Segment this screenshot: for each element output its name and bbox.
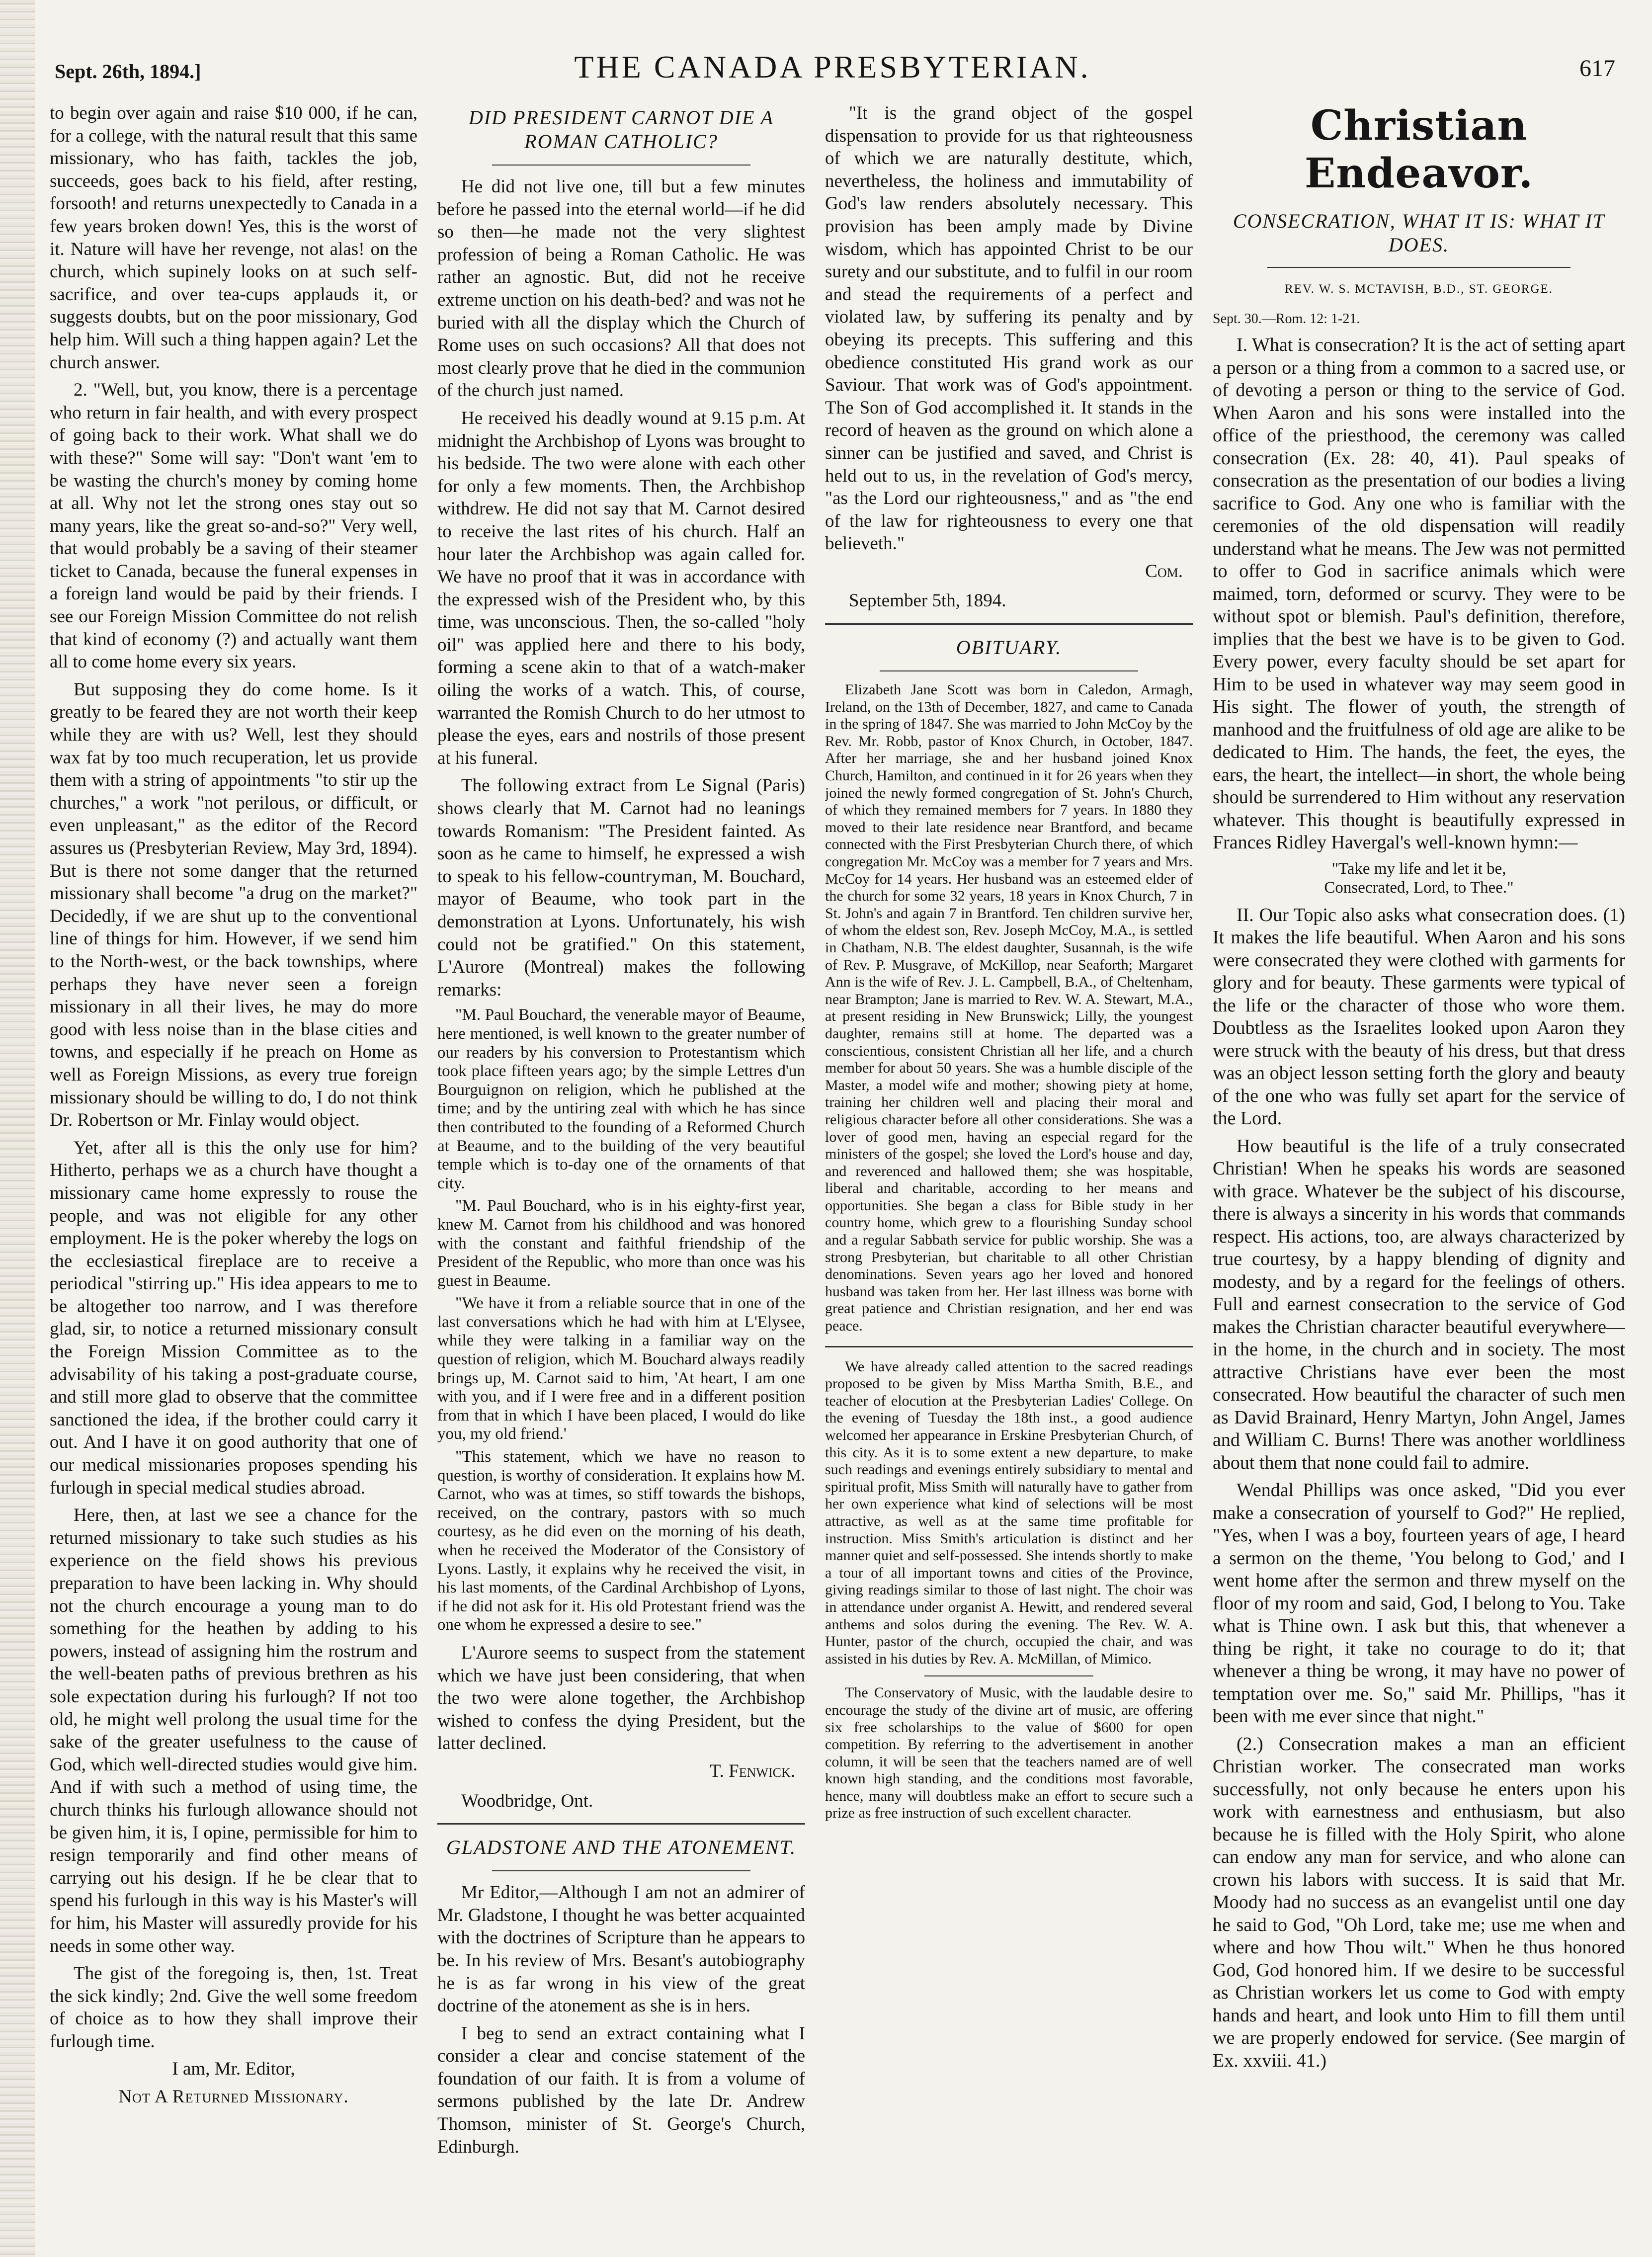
heading-rule xyxy=(1267,267,1570,268)
obituary-text: Elizabeth Jane Scott was born in Caledon, Armagh, Ireland, on the 13th of December, 1827, and came to Canada in the spring of 1847. She was married to John McCoy by the Rev. Mr. Robb, pastor of Knox Church, in October, 1847. After her marriage, she and her husband joined Knox Church, Hamilton, and continued in it for 26 years when they joined the newly formed congregation of St. John's Church, of which they remained members for 7 years. In 1880 they moved to their late residence near Brantford, and became connected with the First Presbyterian Church there, of which congregation Mr. McCoy was a member for 7 years and Mrs. McCoy for 14 years. Her husband was an esteemed elder of the church for some 32 years, 18 years in Knox Church, 7 in St. John's and again 7 in Brantford. Ten children survive her, of whom the eldest son, Rev. Joseph McCoy, M.A., is settled in Chatham, N.B. The eldest daughter, Susannah, is the wife of Rev. P. Musgrave, of McKillop, near Seaforth; Margaret Ann is the wife of Rev. J. L. Campbell, B.A., of Cheltenham, near Brampton; Jane is married to Rev. W. A. Stewart, M.A., at present residing in New Brunswick; Lilly, the youngest daughter, remains still at home. The departed was a conscientious, consistent Christian all her life, and a church member for about 50 years. She was a humble disciple of the Master, a model wife and mother; showing piety at home, training her children well and placing their moral and religious character before all other considerations. She was a lover of good men, having an especial regard for the ministers of the gospel; she loved the Lord's house and day, and reverenced and hallowed them; she was hospitable, liberal and charitable, according to her means and opportunities. She began a class for Bible study in her country home, which grew to a flourishing Sunday school and a regular Sabbath service for public worship. She was a strong Presbyterian, but charitable to all other Christian denominations. Seven years ago her loved and honored husband was taken from her. Her last illness was borne with great patience and Christian resignation, and her end was peace. xyxy=(825,681,1193,1335)
column-3 xyxy=(825,102,1193,2244)
paragraph: He did not live one, till but a few minutes before he passed into the eternal world—if he did so then—he made not the very slightest profession of being a Roman Catholic. He was rather an agnostic. But, did not he receive extreme unction on his death-bed? and was not he buried with all the display which the Church of Rome uses on such occasions? All that does not most clearly prove that he died in the communion of the church just named. xyxy=(437,176,805,401)
paragraph: The gist of the foregoing is, then, 1st. Treat the sick kindly; 2nd. Give the well some freedom of choice as to how they shall improve their furlough time. xyxy=(50,1963,417,2052)
letter-date: September 5th, 1894. xyxy=(849,590,1006,611)
section-divider xyxy=(437,1823,805,1825)
article-heading-gladstone: GLADSTONE AND THE ATONEMENT. xyxy=(446,1836,797,1859)
paragraph: 2. "Well, but, you know, there is a percentage who return in fair health, and with every prospect of going back to their work. What shall we do with these?" Some will say: "Don't want 'em to be wasting the church's money by coming home at all. Why not let the strong ones stay out so many years, like the great so-and-so?" Very well, that would probably be a saving of their steamer ticket to Canada, because the funeral expenses in a foreign land would be paid by their friends. I see our Foreign Mission Committee do not relish that kind of economy (?) and actually want them all to come home every six years. xyxy=(50,380,417,672)
paragraph: (2.) Consecration makes a man an efficient Christian worker. The consecrated man works successfully, not only because he enters upon his work with earnestness and enthusiasm, but also because he is filled with the Holy Spirit, who alone can endow any man for service, and who alone can crown his labors with success. It is said that Mr. Moody had no success as an evangelist until one day he said to God, "Oh Lord, take me; use me when and where and how Thou wilt." When he thus honored God, God honored him. If we desire to be successful as Christian workers let us come to God with empty hands and heart, and look unto Him to fill them until we are properly endowed for service. (See margin of Ex. xxviii. 41.) xyxy=(1213,1733,1625,2071)
paragraph: He received his deadly wound at 9.15 p.m. At midnight the Archbishop of Lyons was brought to his bedside. The two were alone with each other for only a few moments. Then, the Archbishop withdrew. He did not say that M. Carnot desired to receive the last rites of his church. Half an hour later the Archbishop was again called for. We have no proof that it was in accordance with the expressed wish of the President who, by this time, was unconscious. Then, the so-called "holy oil" was applied here and there to his body, forming a scene akin to that of a watch-maker oiling the works of a watch. This, of course, warranted the Romish Church to do her utmost to please the eyes, ears and nostrils of those present at his funeral. xyxy=(437,408,805,768)
heading-rule xyxy=(492,1870,750,1871)
paragraph: How beautiful is the life of a truly consecrated Christian! When he speaks his words are seasoned with grace. Whatever be the subject of his discourse, there is always a sincerity in his words that commands respect. His actions, too, are always characterized by true courtesy, by a happy blending of dignity and modesty, and by a regard for the feelings of others. Full and earnest consecration to the service of God makes the Christian character beautiful everywhere—in the home, in the church and in society. The most attractive Christians have ever been the most consecrated. How beautiful the character of such men as David Brainard, Henry Martyn, John Angel, James and William C. Burns! There was another worldliness about them that none could fail to admire. xyxy=(1213,1135,1625,1473)
quote-paragraph: "M. Paul Bouchard, the venerable mayor of Beaume, here mentioned, is well known to the greater number of our readers by his conversion to Protestantism which took place fifteen years ago; by the simple Lettres d'un Bourguignon on religion, which he published at the time; and by the untiring zeal with which he has since then contributed to the founding of a Reformed Church at Beaume, and to the building of the very beautiful temple which is to-day one of the ornaments of that city. xyxy=(437,1006,805,1192)
page-number: 617 xyxy=(1579,55,1615,82)
page-header xyxy=(50,45,1615,99)
author-byline: REV. W. S. MCTAVISH, B.D., ST. GEORGE. xyxy=(1284,282,1554,296)
aurore-quotation xyxy=(437,1006,805,1635)
paragraph: L'Aurore seems to suspect from the statement which we have just been considering, that when the two were alone together, the Archbishop wished to confess the dying President, but the latter declined. xyxy=(437,1642,805,1754)
topic-heading: CONSECRATION, WHAT IT IS: WHAT IT DOES. xyxy=(1233,210,1605,256)
column-2 xyxy=(437,102,805,2244)
hymn-line: "Take my life and let it be, xyxy=(1331,859,1506,878)
author-signature: T. Fenwick. xyxy=(709,1760,795,1781)
quote-paragraph: "We have it from a reliable source that in one of the last conversations which he had with him at L'Elysee, while they were talking in a familiar way on the question of religion, which M. Bouchard always readily brings up, M. Carnot said to him, 'At heart, I am one with you, and if I were free and in a different position from that in which I have been placed, I would do like you, my old friend.' xyxy=(437,1294,805,1443)
hymn-line: Consecrated, Lord, to Thee." xyxy=(1324,878,1514,897)
quote-paragraph: "M. Paul Bouchard, who is in his eighty-first year, knew M. Carnot from his childhood and was honored with the constant and faithful friendship of the President of the Republic, who more than once was his guest in Beaume. xyxy=(437,1197,805,1290)
contributor-signature: Com. xyxy=(1145,561,1183,582)
section-divider xyxy=(825,1346,1193,1347)
paragraph: The following extract from Le Signal (Paris) shows clearly that M. Carnot had no leanings towards Romanism: "The President fainted. As soon as he came to himself, he expressed a wish to speak to his fellow-countryman, M. Bouchard, mayor of Beaume, who took part in the demonstration at Lyons. Unfortunately, his wish could not be gratified." On this statement, L'Aurore (Montreal) makes the following remarks: xyxy=(437,775,805,1000)
page-binding-edge xyxy=(0,0,35,2257)
quote-paragraph: "This statement, which we have no reason to question, is worthy of consideration. It explains how M. Carnot, who was at times, so stiff towards the bishops, received, on the contrary, pastors with so much courtesy, as he did even on the morning of his death, when he received the Moderator of the Consistory of Lyons. Lastly, it explains why he received the visit, in his last moments, of the Cardinal Archbishop of Lyons, if he did not ask for it. His old Protestant friend was the one whom he expressed a desire to see." xyxy=(437,1448,805,1634)
letter-signature: Not A Returned Missionary. xyxy=(118,2087,349,2107)
paragraph: II. Our Topic also asks what consecration does. (1) It makes the life beautiful. When Aaron and his sons were consecrated they were clothed with garments for glory and for beauty. These garments were typical of the life or the character of those who wore them. Doubtless as the Israelites looked upon Aaron they were struck with the beauty of his dress, but that dress was an object lesson setting forth the glory and beauty of the one who was fully set apart for the service of the Lord. xyxy=(1213,904,1625,1129)
paragraph: I. What is consecration? It is the act of setting apart a person or a thing from a common to a sacred use, or of devoting a person or thing to the service of God. When Aaron and his sons were installed into the office of the priesthood, the ceremony was called consecration (Ex. 28: 40, 41). Paul speaks of consecration as the presentation of our bodies a living sacrifice to God. Any one who is familiar with the ceremonies of the old dispensation will readily understand what he means. The Jew was not permitted to offer to God in sacrifice animals which were maimed, torn, deformed or scurvy. They were to be without spot or blemish. Paul's definition, therefore, implies that the best we have is to be given to God. Every power, every faculty should be set apart for Him to be used in whatever way may seem good in His sight. The flower of youth, the strength of manhood and the fruitfulness of old age are alike to be dedicated to Him. The hands, the feet, the eyes, the ears, the heart, the intellect—in short, the whole being should be surrendered to Him without any reservation whatever. This thought is beautifully expressed in Frances Ridley Havergal's well-known hymn:— xyxy=(1213,334,1625,853)
paragraph: Wendal Phillips was once asked, "Did you ever make a consecration of yourself to God?" He replied, "Yes, when I was a boy, fourteen years of age, I heard a sermon on the theme, 'You belong to God,' and I went home after the sermon and threw myself on the floor of my room and said, God, I belong to You. Take what is Thine own. I ask but this, that whenever a thing be right, it take no courage to do it; that whenever a thing be wrong, it may have no power of temptation over me. So," said Mr. Phillips, "has it been with me ever since that night." xyxy=(1213,1480,1625,1727)
paragraph: Yet, after all is this the only use for him? Hitherto, perhaps we as a church have thought a missionary came home expressly to rouse the people, and was not eligible for any other employment. He is the poker whereby the logs on the ecclesiastical fireplace are to receive a periodical "stirring up." His idea appears to me to be altogether too narrow, and I was therefore glad, sir, to notice a returned missionary consult the Foreign Mission Committee as to the advisability of his taking a post-graduate course, and still more glad to observe that the committee sanctioned the idea, if the brother could carry it out. And I have it on good authority that one of our medical missionaries proposes spending his furlough in special medical studies abroad. xyxy=(50,1137,417,1498)
section-title: Christian Endeavor. xyxy=(1304,102,1534,197)
obituary-heading: OBITUARY. xyxy=(956,636,1062,659)
paragraph: to begin over again and raise $10 000, if he can, for a college, with the natural result that this same missionary, who has faith, tackles the job, succeeds, goes back to his field, after resting, forsooth! and returns unexpectedly to Canada in a few years broken down! Yes, this is the worst of it. Nature will have her revenge, not alas! on the church, which supinely looks on at such self-sacrifice, and over tea-cups applauds it, or suggests doubts, but on the poor missionary, God help him. Will such a thing happen again? Let the church answer. xyxy=(50,103,417,373)
thomson-quotation: "It is the grand object of the gospel dispensation to provide for us that righteousness of which we are naturally destitute, which, nevertheless, the holiness and immutability of God's law renders absolutely necessary. This provision has been amply made by Divine wisdom, which has appointed Christ to be our surety and our substitute, and to fulfil in our room and stead the requirements of a perfect and violated law, by suffering its penalty and by obeying its precepts. This suffering and this obedience constituted His grand work as our Saviour. That work was of God's appointment. The Son of God accomplished it. It stands in the record of heaven as the ground on which alone a sinner can be justified and saved, and Christ is held out to us, in the revelation of God's mercy, "as the Lord our righteousness," and as "the end of the law for righteousness to every one that believeth." xyxy=(825,103,1193,554)
notice-divider xyxy=(924,1675,1093,1676)
paragraph: Here, then, at last we see a chance for the returned missionary to take such studies as his experience on the field shows his previous preparation to have been lacking in. Why should not the church encourage a young man to do something for the heathen by adding to his powers, instead of assigning him the rostrum and the well-beaten paths of previous brethren as his sole expectation during his furlough? If not too old, he might well prolong the usual time for the sake of the greater usefulness to the cause of God, which well-directed studies would give him. And if with such a method of using time, the church thinks his furlough allowance should not be given him, it is, I opine, permissible for him to resign temporarily and find other means of carrying out his design. If he be clear that to spend his furlough in this way is his Master's will for him, his Master will assuredly provide for his needs in some other way. xyxy=(50,1505,417,1956)
paragraph: But supposing they do come home. Is it greatly to be feared they are not worth their keep while they are with us? Well, lest they should wax fat by too much recuperation, let us provide them with a string of appointments "to stir up the churches," a work "not perilous, or difficult, or even unpleasant," as the editor of the Record assures us (Presbyterian Review, May 3rd, 1894). But is there not some danger that the returned missionary shall become "a drug on the market?" Decidedly, if we are shut up to the conventional line of things for him. However, if we send him to the North-west, or the back townships, where perhaps they have never seen a foreign missionary in all their lives, he may do more good with less noise than in the blase cities and towns, and especially if he preach on Home as well as Foreign Missions, as every true foreign missionary should be willing to do, I do not think Dr. Robertson or Mr. Finlay would object. xyxy=(50,679,417,1131)
column-1 xyxy=(50,102,417,2244)
article-heading-carnot: DID PRESIDENT CARNOT DIE A ROMAN CATHOLIC? xyxy=(468,106,774,153)
lesson-reference: Sept. 30.—Rom. 12: 1-21. xyxy=(1213,311,1360,327)
hymn-quotation xyxy=(1213,859,1625,897)
issue-date: Sept. 26th, 1894.] xyxy=(55,60,201,83)
publication-title: THE CANADA PRESBYTERIAN. xyxy=(574,49,1091,84)
paragraph: Mr Editor,—Although I am not an admirer of Mr. Gladstone, I thought he was better acquainted with the doctrines of Scripture than he appears to be. In his review of Mrs. Besant's autobiography he is as far wrong in his view of the great doctrine of the atonement as she is in hers. xyxy=(437,1882,805,2016)
paragraph: I beg to send an extract containing what I consider a clear and concise statement of the foundation of our faith. It is from a volume of sermons published by the late Dr. Andrew Thomson, minister of St. George's Church, Edinburgh. xyxy=(437,2023,805,2157)
heading-rule xyxy=(492,165,750,166)
column-4 xyxy=(1213,102,1625,2244)
letter-closing: I am, Mr. Editor, xyxy=(172,2059,295,2080)
heading-rule xyxy=(880,670,1138,671)
news-notice: The Conservatory of Music, with the laudable desire to encourage the study of the divine art of music, are offering six free scholarships to the value of $600 for open competition. By referring to the advertisement in another column, it will be seen that the teachers named are of well known high standing, and the conditions most favorable, hence, many will doubtless make an effort to secure such a prize as free instruction of such excellent character. xyxy=(825,1684,1193,1822)
section-divider xyxy=(825,623,1193,625)
author-location: Woodbridge, Ont. xyxy=(461,1790,593,1811)
news-notice: We have already called attention to the sacred readings proposed to be given by Miss Martha Smith, B.E., and teacher of elocution at the Presbyterian Ladies' College. On the evening of Tuesday the 18th inst., a good audience welcomed her appearance in Erskine Presbyterian Church, of this city. As it is to some extent a new departure, to make such readings and evenings entirely subsidiary to mental and spiritual profit, Miss Smith will naturally have to gather from her own experience what kind of selections will be most attractive, as well as at the same time profitable for instruction. Miss Smith's articulation is distinct and her manner quiet and self-possessed. She intends shortly to make a tour of all important towns and cities of the Province, giving readings similar to those of last night. The choir was in attendance under organist A. Hewitt, and rendered several anthems and solos during the evening. The Rev. W. A. Hunter, pastor of the church, occupied the chair, and was assisted in his duties by Rev. A. McMillan, of Mimico. xyxy=(825,1358,1193,1667)
